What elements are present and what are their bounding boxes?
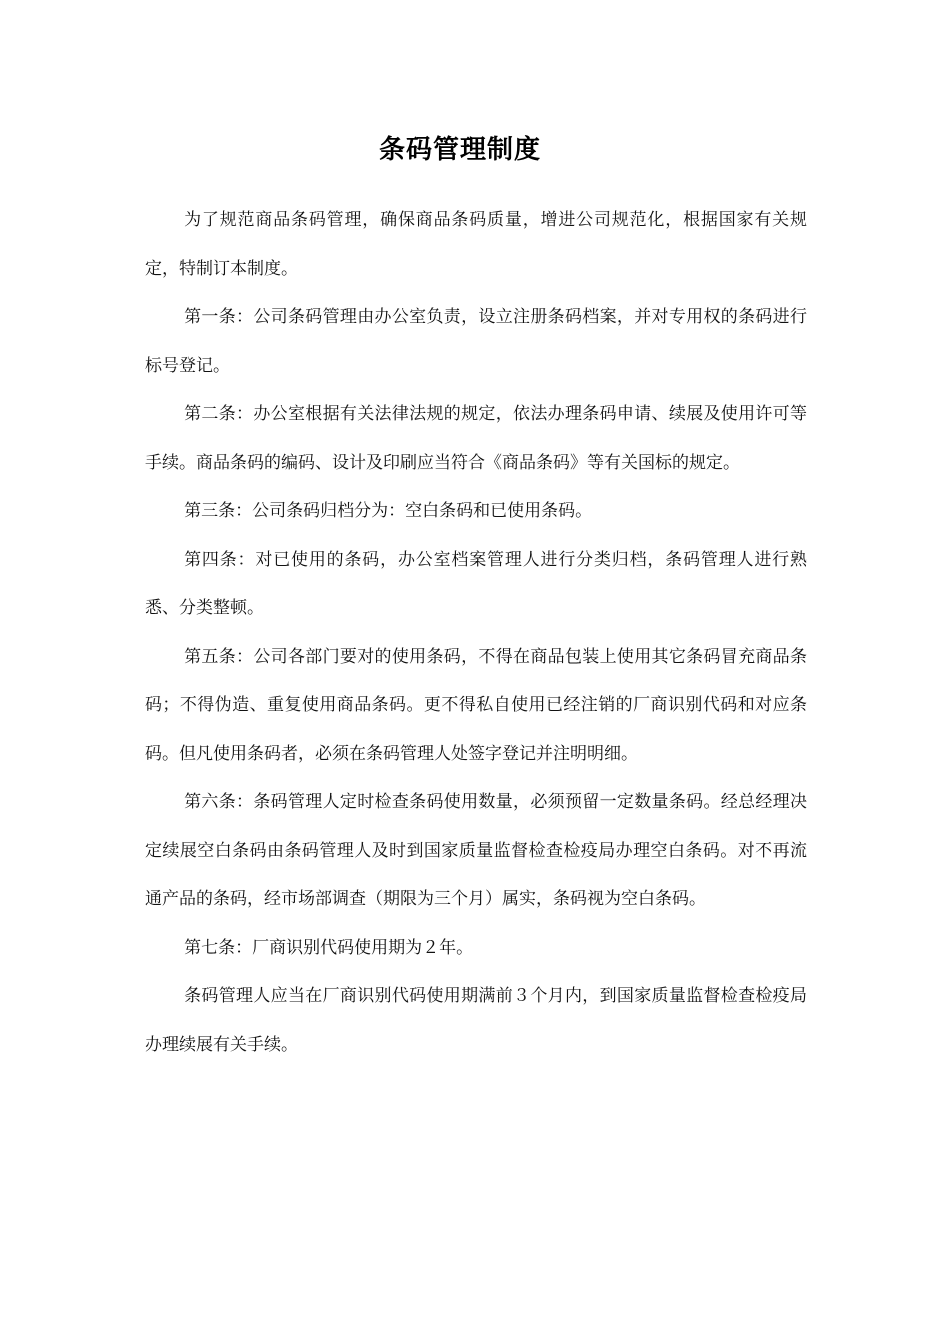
paragraph-article-5: 第五条：公司各部门要对的使用条码，不得在商品包装上使用其它条码冒充商品条码；不得伪造、重复使用商品条码。更不得私自使用已经注销的厂商识别代码和对应条码。但凡使用条码者，必须在条码管理人处签字登记并注明明细。 (145, 646, 807, 764)
paragraph-article-1: 第一条：公司条码管理由办公室负责，设立注册条码档案，并对专用权的条码进行标号登记。 (145, 307, 807, 376)
paragraph-intro: 为了规范商品条码管理，确保商品条码质量，增进公司规范化，根据国家有关规定，特制订本制度。 (145, 210, 807, 279)
paragraph-renewal: 条码管理人应当在厂商识别代码使用期满前３个月内，到国家质量监督检查检疫局办理续展有关手续。 (145, 986, 807, 1055)
document-title: 条码管理制度 (378, 135, 541, 165)
paragraph-article-6: 第六条：条码管理人定时检查条码使用数量，必须预留一定数量条码。经总经理决定续展空白条码由条码管理人及时到国家质量监督检查检疫局办理空白条码。对不再流通产品的条码，经市场部调查（期限为三个月）属实，条码视为空白条码。 (145, 792, 807, 909)
paragraph-article-7: 第七条：厂商识别代码使用期为２年。 (184, 937, 474, 958)
document-body (145, 196, 807, 1069)
paragraph-article-4: 第四条：对已使用的条码，办公室档案管理人进行分类归档，条码管理人进行熟悉、分类整顿。 (145, 549, 807, 618)
paragraph-article-2: 第二条：办公室根据有关法律法规的规定，依法办理条码申请、续展及使用许可等手续。商品条码的编码、设计及印刷应当符合《商品条码》等有关国标的规定。 (145, 404, 807, 473)
paragraph-article-3: 第三条：公司条码归档分为：空白条码和已使用条码。 (184, 501, 593, 521)
